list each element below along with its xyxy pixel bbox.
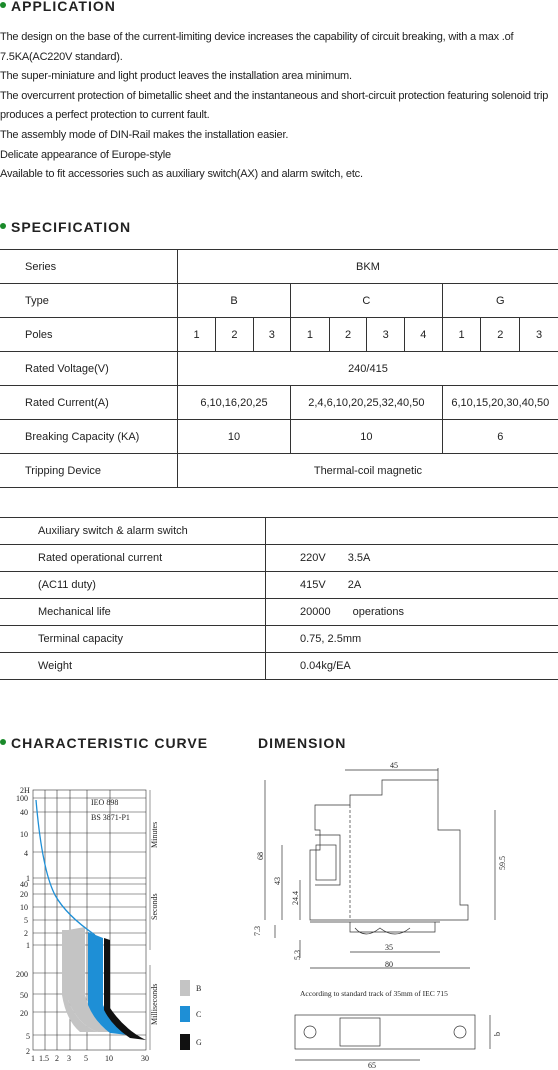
y-tick-label: 2H [20, 786, 30, 795]
aux-value: 415V 2A [266, 572, 558, 599]
dim-label: 59.5 [498, 856, 507, 870]
legend-swatch-g [180, 1034, 190, 1050]
application-title: APPLICATION [0, 0, 116, 14]
type-cell: B [177, 284, 290, 318]
pole-cell: 3 [367, 318, 405, 352]
aux-value [266, 518, 558, 545]
dimension-title: DIMENSION [258, 735, 347, 751]
table-row [0, 518, 558, 545]
bullet-icon [0, 2, 6, 8]
y-tick-label: 10 [20, 903, 28, 912]
dimension-note: According to standard track of 35mm of IEC 715 [300, 989, 448, 998]
x-tick-label: 1.5 [39, 1054, 49, 1063]
current-label: Rated Current(A) [0, 386, 177, 420]
table-row [0, 386, 558, 420]
y-tick-label: 5 [24, 916, 28, 925]
y-tick-label: 20 [20, 1009, 28, 1018]
type-cell: G [442, 284, 558, 318]
dim-label: 5.3 [293, 950, 302, 960]
dim-label: 43 [273, 877, 282, 885]
y-tick-label: 200 [16, 970, 28, 979]
pole-cell: 2 [329, 318, 367, 352]
dim-label: 80 [385, 960, 393, 969]
aux-value: 220V 3.5A [266, 545, 558, 572]
unit-label: Seconds [150, 893, 159, 920]
type-cell: C [291, 284, 443, 318]
curve-title: CHARACTERISTIC CURVE [0, 735, 208, 751]
dim-label: 35 [385, 943, 393, 952]
y-tick-label: 50 [20, 991, 28, 1000]
legend-swatch-c [180, 1006, 190, 1022]
application-text [0, 28, 558, 185]
y-tick-label: 1 [26, 874, 30, 883]
y-tick-label: 40 [20, 808, 28, 817]
application-line: The overcurrent protection of bimetallic sheet and the instantaneous and short-circuit protection featuring solenoid trip produces a perfect protection to current fault. [0, 89, 549, 122]
series-label: Series [0, 250, 177, 284]
aux-label: Auxiliary switch & alarm switch [0, 518, 266, 545]
bullet-icon [0, 223, 6, 229]
x-tick-label: 1 [31, 1054, 35, 1063]
poles-label: Poles [0, 318, 177, 352]
dim-label: 24.4 [291, 891, 300, 905]
y-tick-label: 1 [26, 941, 30, 950]
unit-label: Minutes [150, 821, 159, 848]
x-tick-label: 5 [84, 1054, 88, 1063]
table-row [0, 545, 558, 572]
table-row [0, 599, 558, 626]
application-line: Available to fit accessories such as auxiliary switch(AX) and alarm switch, etc. [0, 168, 363, 181]
application-line: The design on the base of the current-limiting device increases the capability of circuit breaking, with a max .of 7.5KA(AC220V standard). [0, 31, 514, 63]
table-row [0, 454, 558, 488]
pole-cell: 2 [481, 318, 520, 352]
series-value: BKM [177, 250, 558, 284]
y-tick-label: 4 [24, 849, 28, 858]
table-row [0, 250, 558, 284]
y-tick-label: 10 [20, 830, 28, 839]
table-row [0, 626, 558, 653]
table-row [0, 572, 558, 599]
bullet-icon [0, 739, 6, 745]
application-line: Delicate appearance of Europe-style [0, 148, 171, 161]
dimension-drawing [240, 760, 558, 1070]
standard-label: BS 3871-P1 [91, 813, 130, 822]
breaking-cell: 6 [442, 420, 558, 454]
pole-cell: 1 [442, 318, 481, 352]
breaker-outline [310, 780, 468, 920]
auxiliary-table [0, 517, 558, 680]
pole-cell: 1 [177, 318, 215, 352]
legend-swatch-b [180, 980, 190, 996]
standard-label: IEO 898 [91, 798, 119, 807]
breaking-label: Breaking Capacity (KA) [0, 420, 177, 454]
legend-label: C [196, 1010, 202, 1019]
voltage-value: 240/415 [177, 352, 558, 386]
aux-label: Mechanical life [0, 599, 266, 626]
current-cell: 6,10,15,20,30,40,50 [442, 386, 558, 420]
y-tick-label: 20 [20, 890, 28, 899]
y-tick-label: 2 [24, 929, 28, 938]
voltage-label: Rated Voltage(V) [0, 352, 177, 386]
aux-value: 20000 operations [266, 599, 558, 626]
y-tick-label: 40 [20, 880, 28, 889]
table-row [0, 352, 558, 386]
breaking-cell: 10 [291, 420, 443, 454]
y-tick-label: 5 [26, 1032, 30, 1041]
aux-label: Rated operational current [0, 545, 266, 572]
current-cell: 2,4,6,10,20,25,32,40,50 [291, 386, 443, 420]
dim-label: 7.3 [253, 926, 262, 936]
aux-label: Terminal capacity [0, 626, 266, 653]
pole-cell: 3 [253, 318, 290, 352]
characteristic-curve-chart [0, 780, 230, 1070]
table-row [0, 653, 558, 680]
dim-label: 45 [390, 761, 398, 770]
x-tick-label: 10 [105, 1054, 113, 1063]
table-row [0, 318, 558, 352]
tripping-label: Tripping Device [0, 454, 177, 488]
aux-label: Weight [0, 653, 266, 680]
y-tick-label: 2 [26, 1047, 30, 1056]
pole-cell: 1 [291, 318, 330, 352]
pole-cell: 4 [404, 318, 442, 352]
specification-table [0, 249, 558, 488]
legend-label: G [196, 1038, 202, 1047]
breaking-cell: 10 [177, 420, 290, 454]
pole-cell: 3 [520, 318, 558, 352]
dim-label: b [493, 1032, 502, 1036]
application-line: The assembly mode of DIN-Rail makes the installation easier. [0, 128, 289, 141]
specification-title: SPECIFICATION [0, 219, 131, 235]
y-tick-label: 100 [16, 794, 28, 803]
type-label: Type [0, 284, 177, 318]
table-row [0, 284, 558, 318]
aux-label: (AC11 duty) [0, 572, 266, 599]
x-tick-label: 3 [67, 1054, 71, 1063]
pole-cell: 2 [216, 318, 253, 352]
current-cell: 6,10,16,20,25 [177, 386, 290, 420]
dim-label: 68 [256, 852, 265, 860]
x-tick-label: 2 [55, 1054, 59, 1063]
aux-value: 0.75, 2.5mm [266, 626, 558, 653]
unit-label: Milliseconds [150, 983, 159, 1025]
aux-value: 0.04kg/EA [266, 653, 558, 680]
application-line: The super-miniature and light product leaves the installation area minimum. [0, 70, 352, 83]
tripping-value: Thermal-coil magnetic [177, 454, 558, 488]
legend-label: B [196, 984, 202, 993]
bottom-view-outline [295, 1015, 475, 1049]
table-row [0, 420, 558, 454]
dim-label: 65 [368, 1061, 376, 1070]
x-tick-label: 30 [141, 1054, 149, 1063]
